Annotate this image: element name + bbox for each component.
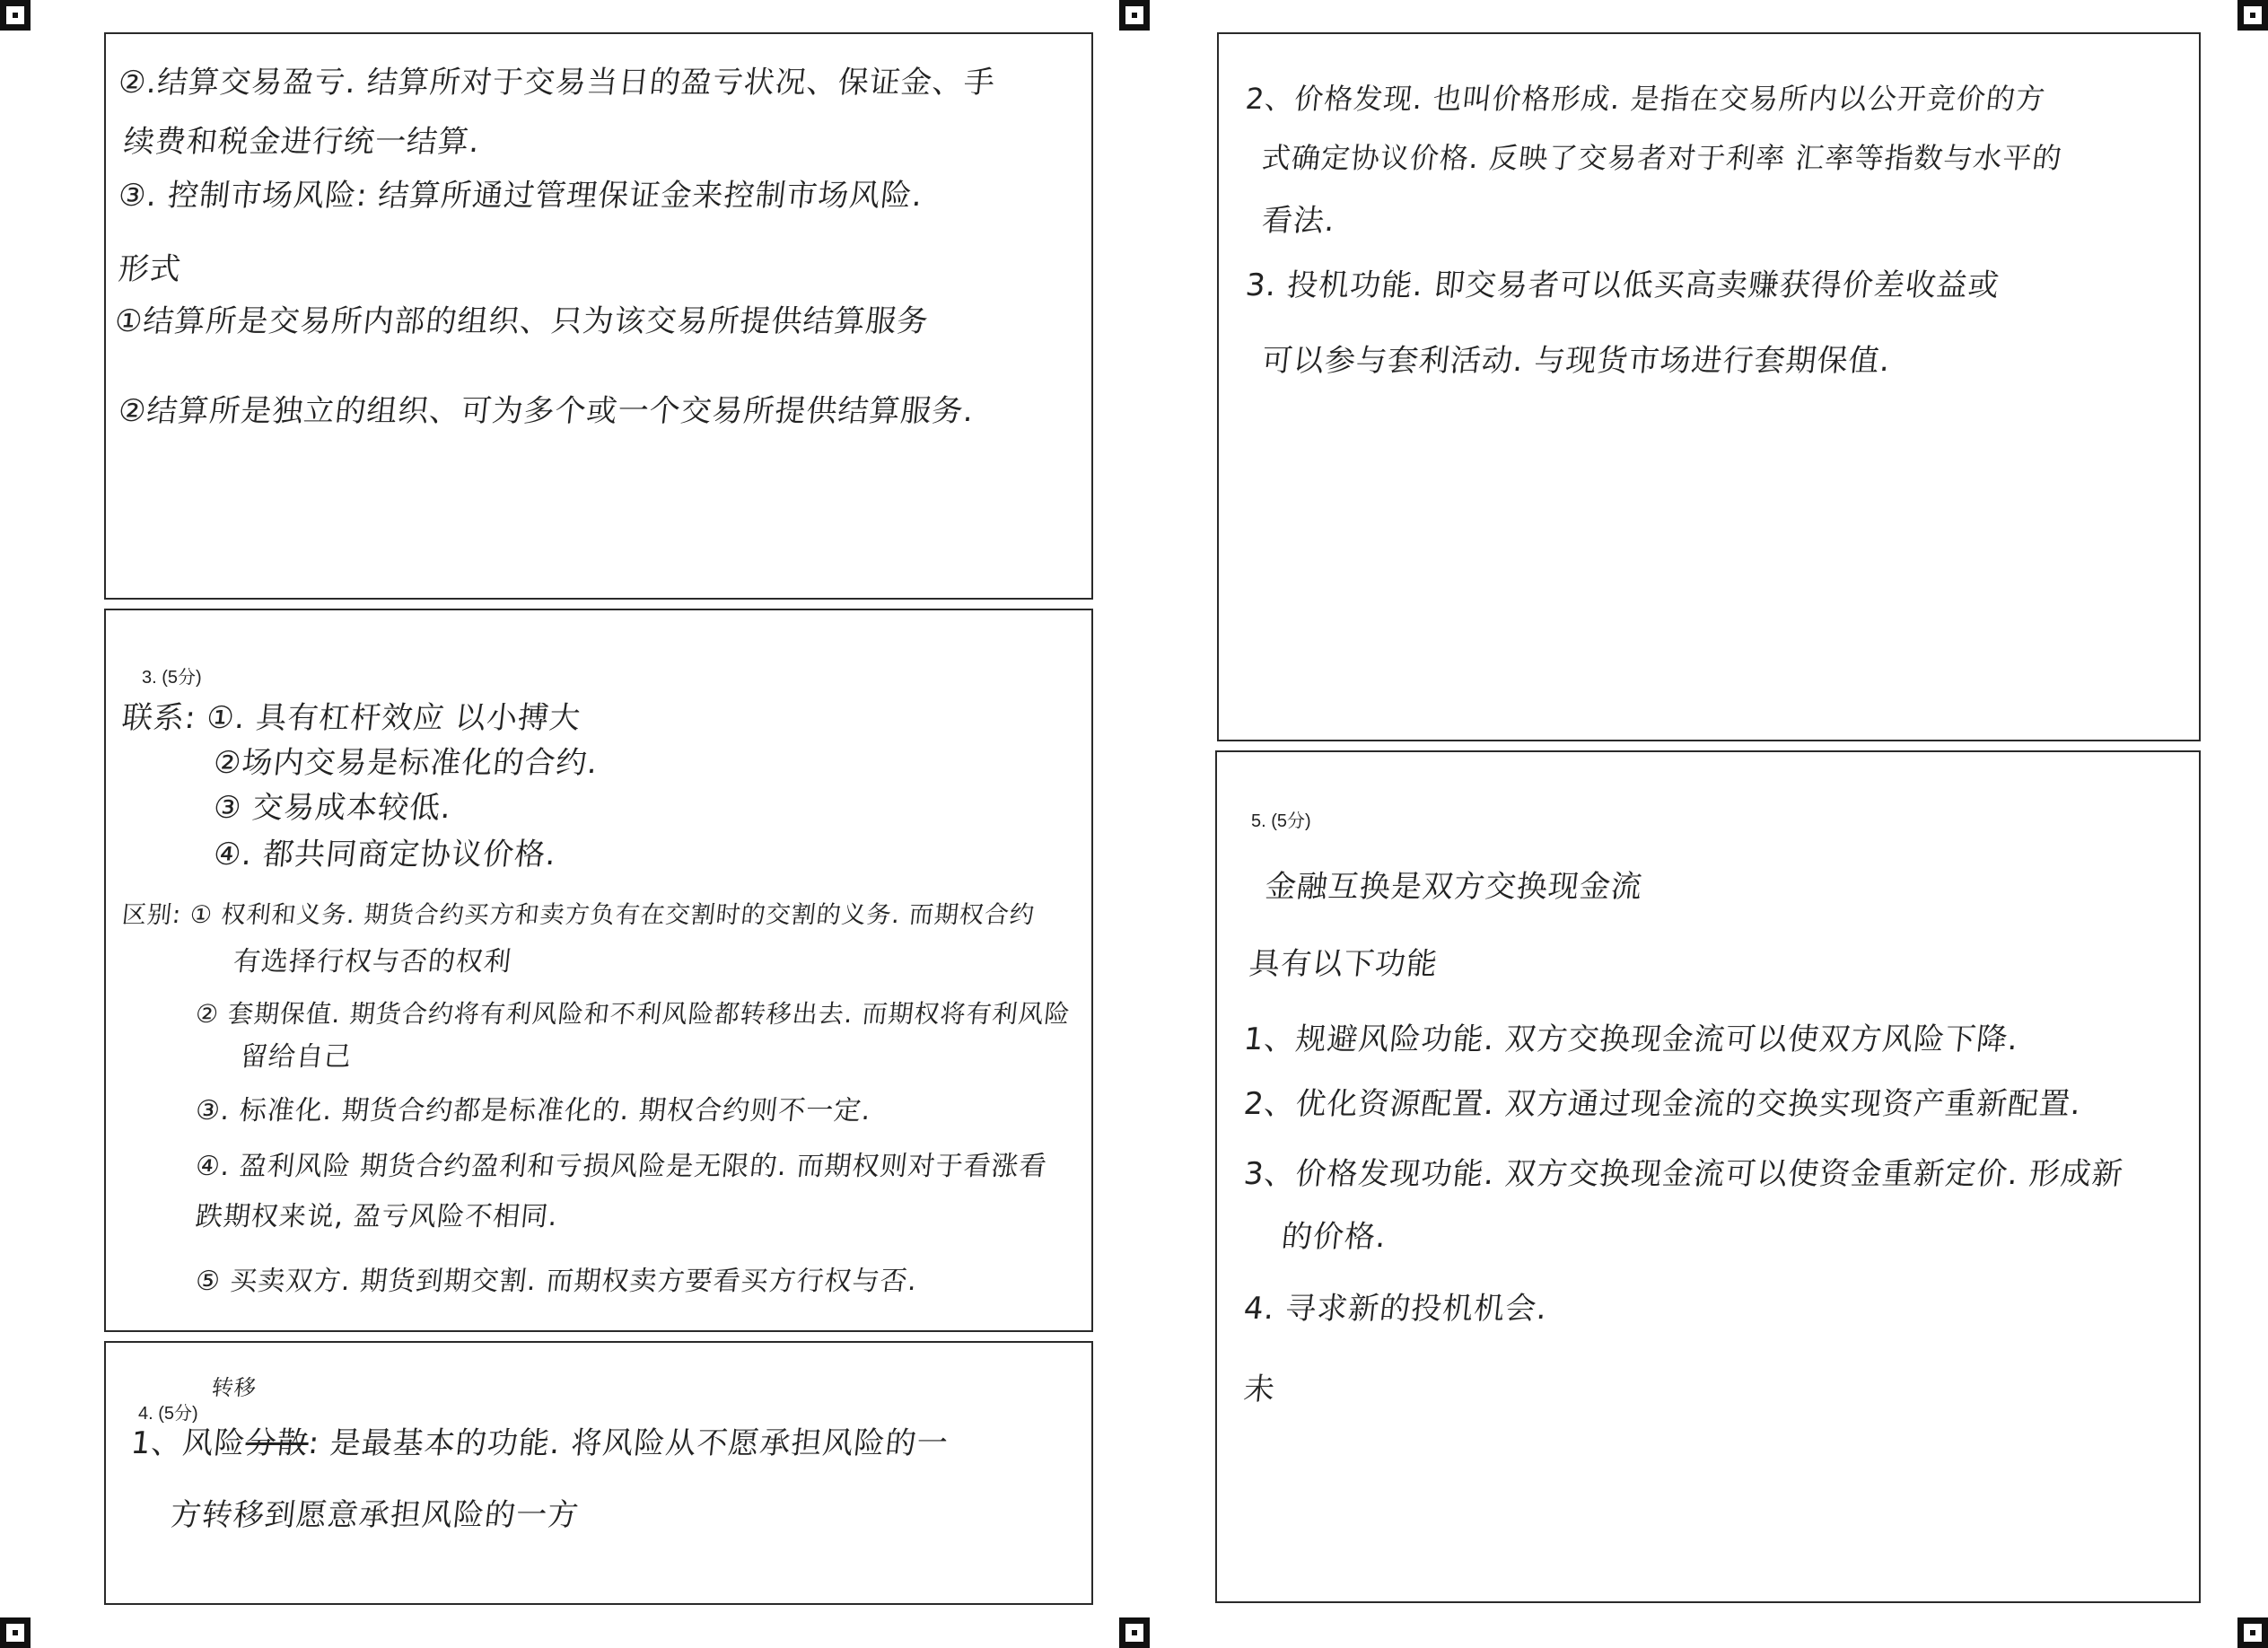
answer-text: : 是最基本的功能. 将风险从不愿承担风险的一	[306, 1425, 950, 1461]
registration-marker-top-left	[0, 0, 31, 31]
registration-marker-bottom-left	[0, 1617, 31, 1648]
answer-line: 1、规避风险功能. 双方交换现金流可以使双方风险下降.	[1241, 1021, 2021, 1057]
registration-marker-bottom-center	[1119, 1617, 1150, 1648]
answer-text: 1、风险	[128, 1425, 248, 1461]
answer-line: 看法.	[1259, 203, 1337, 239]
registration-marker-top-right	[2237, 0, 2268, 31]
answer-line: 可以参与套利活动. 与现货市场进行套期保值.	[1259, 343, 1893, 379]
answer-line: ② 套期保值. 期货合约将有利风险和不利风险都转移出去. 而期权将有利风险	[194, 999, 1073, 1029]
answer-line: 式确定协议价格. 反映了交易者对于利率 汇率等指数与水平的	[1260, 141, 2064, 175]
answer-line: 续费和税金进行统一结算.	[121, 124, 482, 160]
answer-box-q4-continued	[1217, 32, 2201, 741]
answer-line: ⑤ 买卖双方. 期货到期交割. 而期权卖方要看买方行权与否.	[194, 1266, 920, 1297]
answer-line: 联系: ①. 具有杠杆效应 以小搏大	[119, 700, 583, 736]
answer-line: ①结算所是交易所内部的组织、只为该交易所提供结算服务	[112, 303, 931, 339]
answer-line: 方转移到愿意承担风险的一方	[168, 1497, 582, 1533]
answer-line: ③. 标准化. 期货合约都是标准化的. 期权合约则不一定.	[194, 1095, 873, 1126]
answer-line: 4. 寻求新的投机机会.	[1241, 1291, 1550, 1327]
answer-line: 3、价格发现功能. 双方交换现金流可以使资金重新定价. 形成新	[1241, 1156, 2125, 1192]
answer-line: ④. 盈利风险 期货合约盈利和亏损风险是无限的. 而期权则对于看涨看	[194, 1151, 1049, 1182]
answer-box-q3	[104, 609, 1093, 1332]
question-number: 4. (5分)	[138, 1404, 198, 1424]
answer-line: ②结算所是独立的组织、可为多个或一个交易所提供结算服务.	[116, 393, 976, 429]
answer-line: 金融互换是双方交换现金流	[1263, 869, 1645, 905]
answer-line: ②场内交易是标准化的合约.	[211, 745, 600, 781]
answer-line: 3. 投机功能. 即交易者可以低买高卖赚获得价差收益或	[1243, 267, 2001, 303]
answer-line: ③ 交易成本较低.	[211, 790, 454, 826]
answer-line: 未	[1241, 1372, 1278, 1407]
answer-line: ③. 控制市场风险: 结算所通过管理保证金来控制市场风险.	[116, 178, 925, 214]
registration-marker-top-center	[1119, 0, 1150, 31]
answer-line: 留给自己	[239, 1041, 354, 1073]
registration-marker-bottom-right	[2237, 1617, 2268, 1648]
answer-box-settlement	[104, 32, 1093, 600]
answer-line: 区别: ① 权利和义务. 期货合约买方和卖方负有在交割时的交割的义务. 而期权合约	[120, 901, 1037, 929]
answer-line: 有选择行权与否的权利	[232, 946, 513, 977]
answer-line: 2、优化资源配置. 双方通过现金流的交换实现资产重新配置.	[1241, 1086, 2084, 1122]
answer-line	[129, 1425, 950, 1461]
answer-line: 的价格.	[1279, 1219, 1388, 1255]
struck-word: 分散	[243, 1425, 311, 1461]
answer-line: ④. 都共同商定协议价格.	[211, 837, 559, 872]
question-number: 3. (5分)	[142, 668, 202, 688]
answer-line: ②.结算交易盈亏. 结算所对于交易当日的盈亏状况、保证金、手	[116, 65, 998, 101]
answer-box-q4	[104, 1341, 1093, 1605]
question-number: 5. (5分)	[1251, 811, 1311, 831]
answer-line: 跌期权来说, 盈亏风险不相同.	[194, 1201, 560, 1232]
answer-box-q5	[1215, 750, 2201, 1603]
answer-line: 2、价格发现. 也叫价格形成. 是指在交易所内以公开竞价的方	[1244, 82, 2048, 116]
answer-line: 形式	[116, 251, 184, 287]
answer-line: 具有以下功能	[1247, 946, 1440, 982]
inserted-correction: 转移	[210, 1375, 258, 1400]
